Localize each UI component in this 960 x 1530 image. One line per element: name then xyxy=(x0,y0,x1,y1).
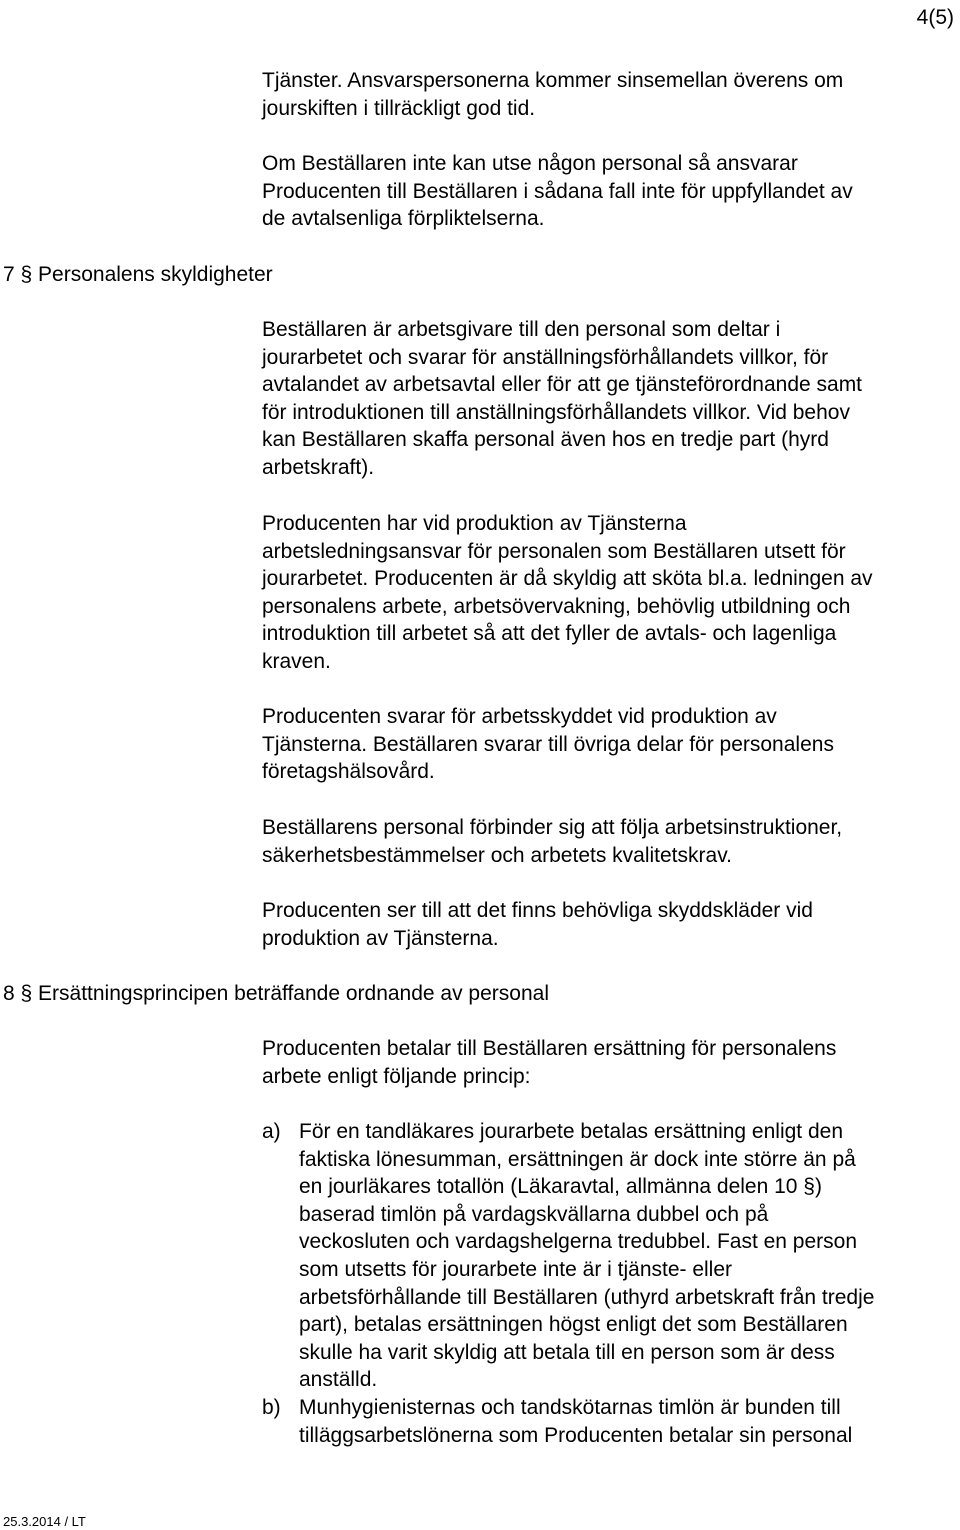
paragraph-arbetsgivare xyxy=(262,316,956,482)
principle-list xyxy=(262,1118,956,1449)
text-line: de avtalsenliga förpliktelserna. xyxy=(262,207,545,231)
paragraph-intro xyxy=(262,67,956,122)
text-line: personalens arbete, arbetsövervakning, behövlig utbildning och xyxy=(262,594,851,618)
text-line: Producenten ser till att det finns behövliga skyddskläder vid xyxy=(262,899,813,922)
text-line: kan Beställaren skaffa personal även hos en tredje part (hyrd xyxy=(262,428,829,452)
paragraph-om-bestallaren xyxy=(262,150,956,233)
text-line: skulle ha varit skyldig att betala till en person som är dess xyxy=(299,1340,835,1364)
text-line: produktion av Tjänsterna. xyxy=(262,926,499,950)
text-line: arbete enligt följande princip: xyxy=(262,1064,531,1088)
paragraph-betalar xyxy=(262,1035,956,1090)
text-line: företagshälsovård. xyxy=(262,760,435,784)
text-line: som utsetts för jourarbete inte är i tjänste- eller xyxy=(299,1257,733,1281)
section-7-heading: 7 § Personalens skyldigheter xyxy=(3,263,273,286)
text-line: jourarbetet och svarar för anställningsförhållandets villkor, för xyxy=(262,345,829,369)
text-line: kraven. xyxy=(262,649,331,673)
text-line: veckosluten och vardagshelgerna tredubbel. Fast en person xyxy=(299,1230,858,1254)
text-line: Producenten till Beställaren i sådana fall inte för uppfyllandet av xyxy=(262,179,853,203)
text-line: för introduktionen till anställningsförhållandets villkor. Vid behov xyxy=(262,400,850,424)
text-line: tilläggsarbetslönerna som Producenten betalar sin personal xyxy=(299,1423,853,1447)
text-line: Munhygienisternas och tandskötarnas timlön är bunden till xyxy=(299,1395,841,1419)
list-item-a xyxy=(262,1118,956,1394)
text-line: Tjänsterna. Beställaren svarar till övriga delar för personalens xyxy=(262,732,834,756)
text-line: jourarbetet. Producenten är då skyldig att sköta bl.a. ledningen av xyxy=(262,567,873,591)
list-marker: b) xyxy=(262,1395,281,1419)
list-marker: a) xyxy=(262,1120,281,1143)
text-line: part), betalas ersättningen högst enligt det som Beställaren xyxy=(299,1313,848,1337)
paragraph-ledningsansvar xyxy=(262,510,956,676)
paragraph-forbinder xyxy=(262,814,956,869)
text-line: jourskiften i tillräckligt god tid. xyxy=(262,96,536,120)
text-line: arbetskraft). xyxy=(262,455,375,479)
section-8-heading: 8 § Ersättningsprincipen beträffande ordnande av personal xyxy=(3,982,549,1005)
text-line: För en tandläkares jourarbete betalas ersättning enligt den xyxy=(299,1120,844,1143)
text-line: en jourläkares totallön (Läkaravtal, allmänna delen 10 §) xyxy=(299,1175,822,1199)
paragraph-arbetsskydd xyxy=(262,703,956,786)
text-line: Beställarens personal förbinder sig att följa arbetsinstruktioner, xyxy=(262,816,843,839)
paragraph-skyddsklader xyxy=(262,897,956,952)
footer-date: 25.3.2014 / LT xyxy=(3,1514,86,1529)
text-line: arbetsledningsansvar för personalen som Beställaren utsett för xyxy=(262,539,846,563)
text-line: avtalandet av arbetsavtal eller för att ge tjänsteförordnande samt xyxy=(262,373,863,397)
text-line: säkerhetsbestämmelser och arbetets kvalitetskrav. xyxy=(262,843,732,867)
list-item-b xyxy=(262,1394,956,1449)
text-line: Producenten svarar för arbetsskyddet vid produktion av xyxy=(262,705,777,728)
text-line: baserad timlön på vardagskvällarna dubbel och på xyxy=(299,1202,769,1226)
text-line: introduktion till arbetet så att det fyller de avtals- och lagenliga xyxy=(262,622,837,646)
text-line: Om Beställaren inte kan utse någon personal så ansvarar xyxy=(262,152,798,175)
text-line: Producenten betalar till Beställaren ersättning för personalens xyxy=(262,1037,837,1060)
text-line: Beställaren är arbetsgivare till den personal som deltar i xyxy=(262,318,781,341)
text-line: anställd. xyxy=(299,1368,378,1392)
text-line: arbetsförhållande till Beställaren (uthyrd arbetskraft från tredje xyxy=(299,1285,875,1309)
text-line: Tjänster. Ansvarspersonerna kommer sinsemellan överens om xyxy=(262,69,844,92)
page-number: 4(5) xyxy=(916,6,954,29)
text-line: faktiska lönesumman, ersättningen är dock inte större än på xyxy=(299,1147,856,1171)
text-line: Producenten har vid produktion av Tjänsterna xyxy=(262,512,687,535)
